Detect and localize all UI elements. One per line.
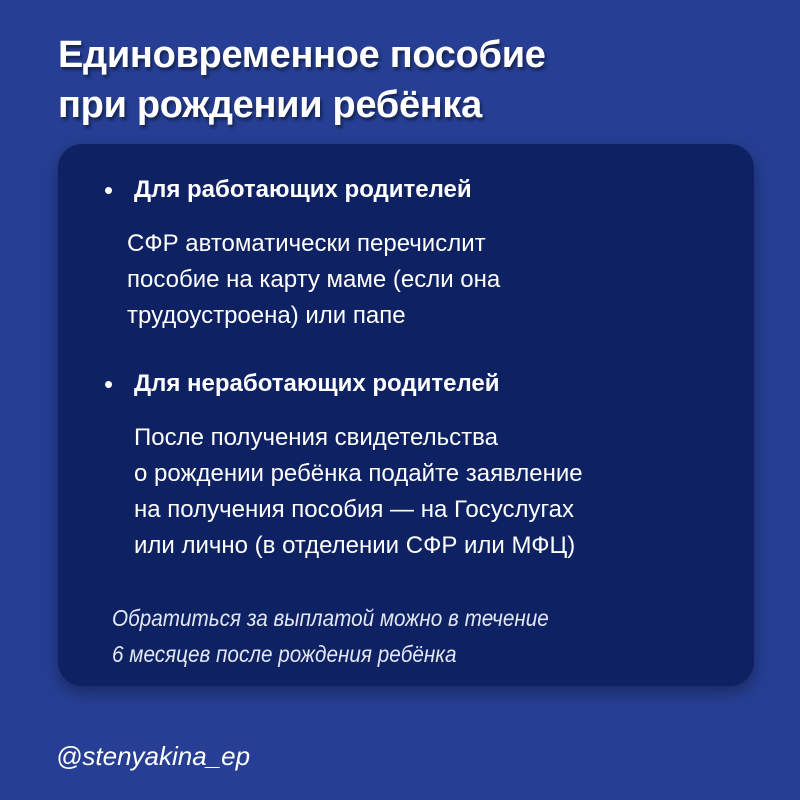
page-title: Единовременное пособие при рождении ребёнка [58, 34, 546, 126]
section-working-parents [58, 172, 754, 334]
bullet-icon: • [104, 175, 114, 205]
bullet-icon: • [104, 369, 114, 399]
bullet-row [58, 366, 754, 402]
section-heading: Для неработающих родителей [134, 370, 500, 397]
info-card [58, 144, 754, 686]
section-heading: Для работающих родителей [134, 176, 472, 203]
section-text: СФР автоматически перечислит пособие на карту маме (если она трудоустроена) или папе [127, 230, 501, 329]
author-handle: @stenyakina_ep [56, 741, 251, 771]
section-non-working-parents [58, 366, 754, 564]
bullet-row [58, 172, 754, 208]
deadline-note: Обратиться за выплатой можно в течение 6 месяцев после рождения ребёнка [112, 605, 549, 667]
section-text: После получения свидетельства о рождении ребёнка подайте заявление на получения пособия — на Госуслугах или лично (в отделении СФР или МФЦ) [134, 424, 583, 559]
